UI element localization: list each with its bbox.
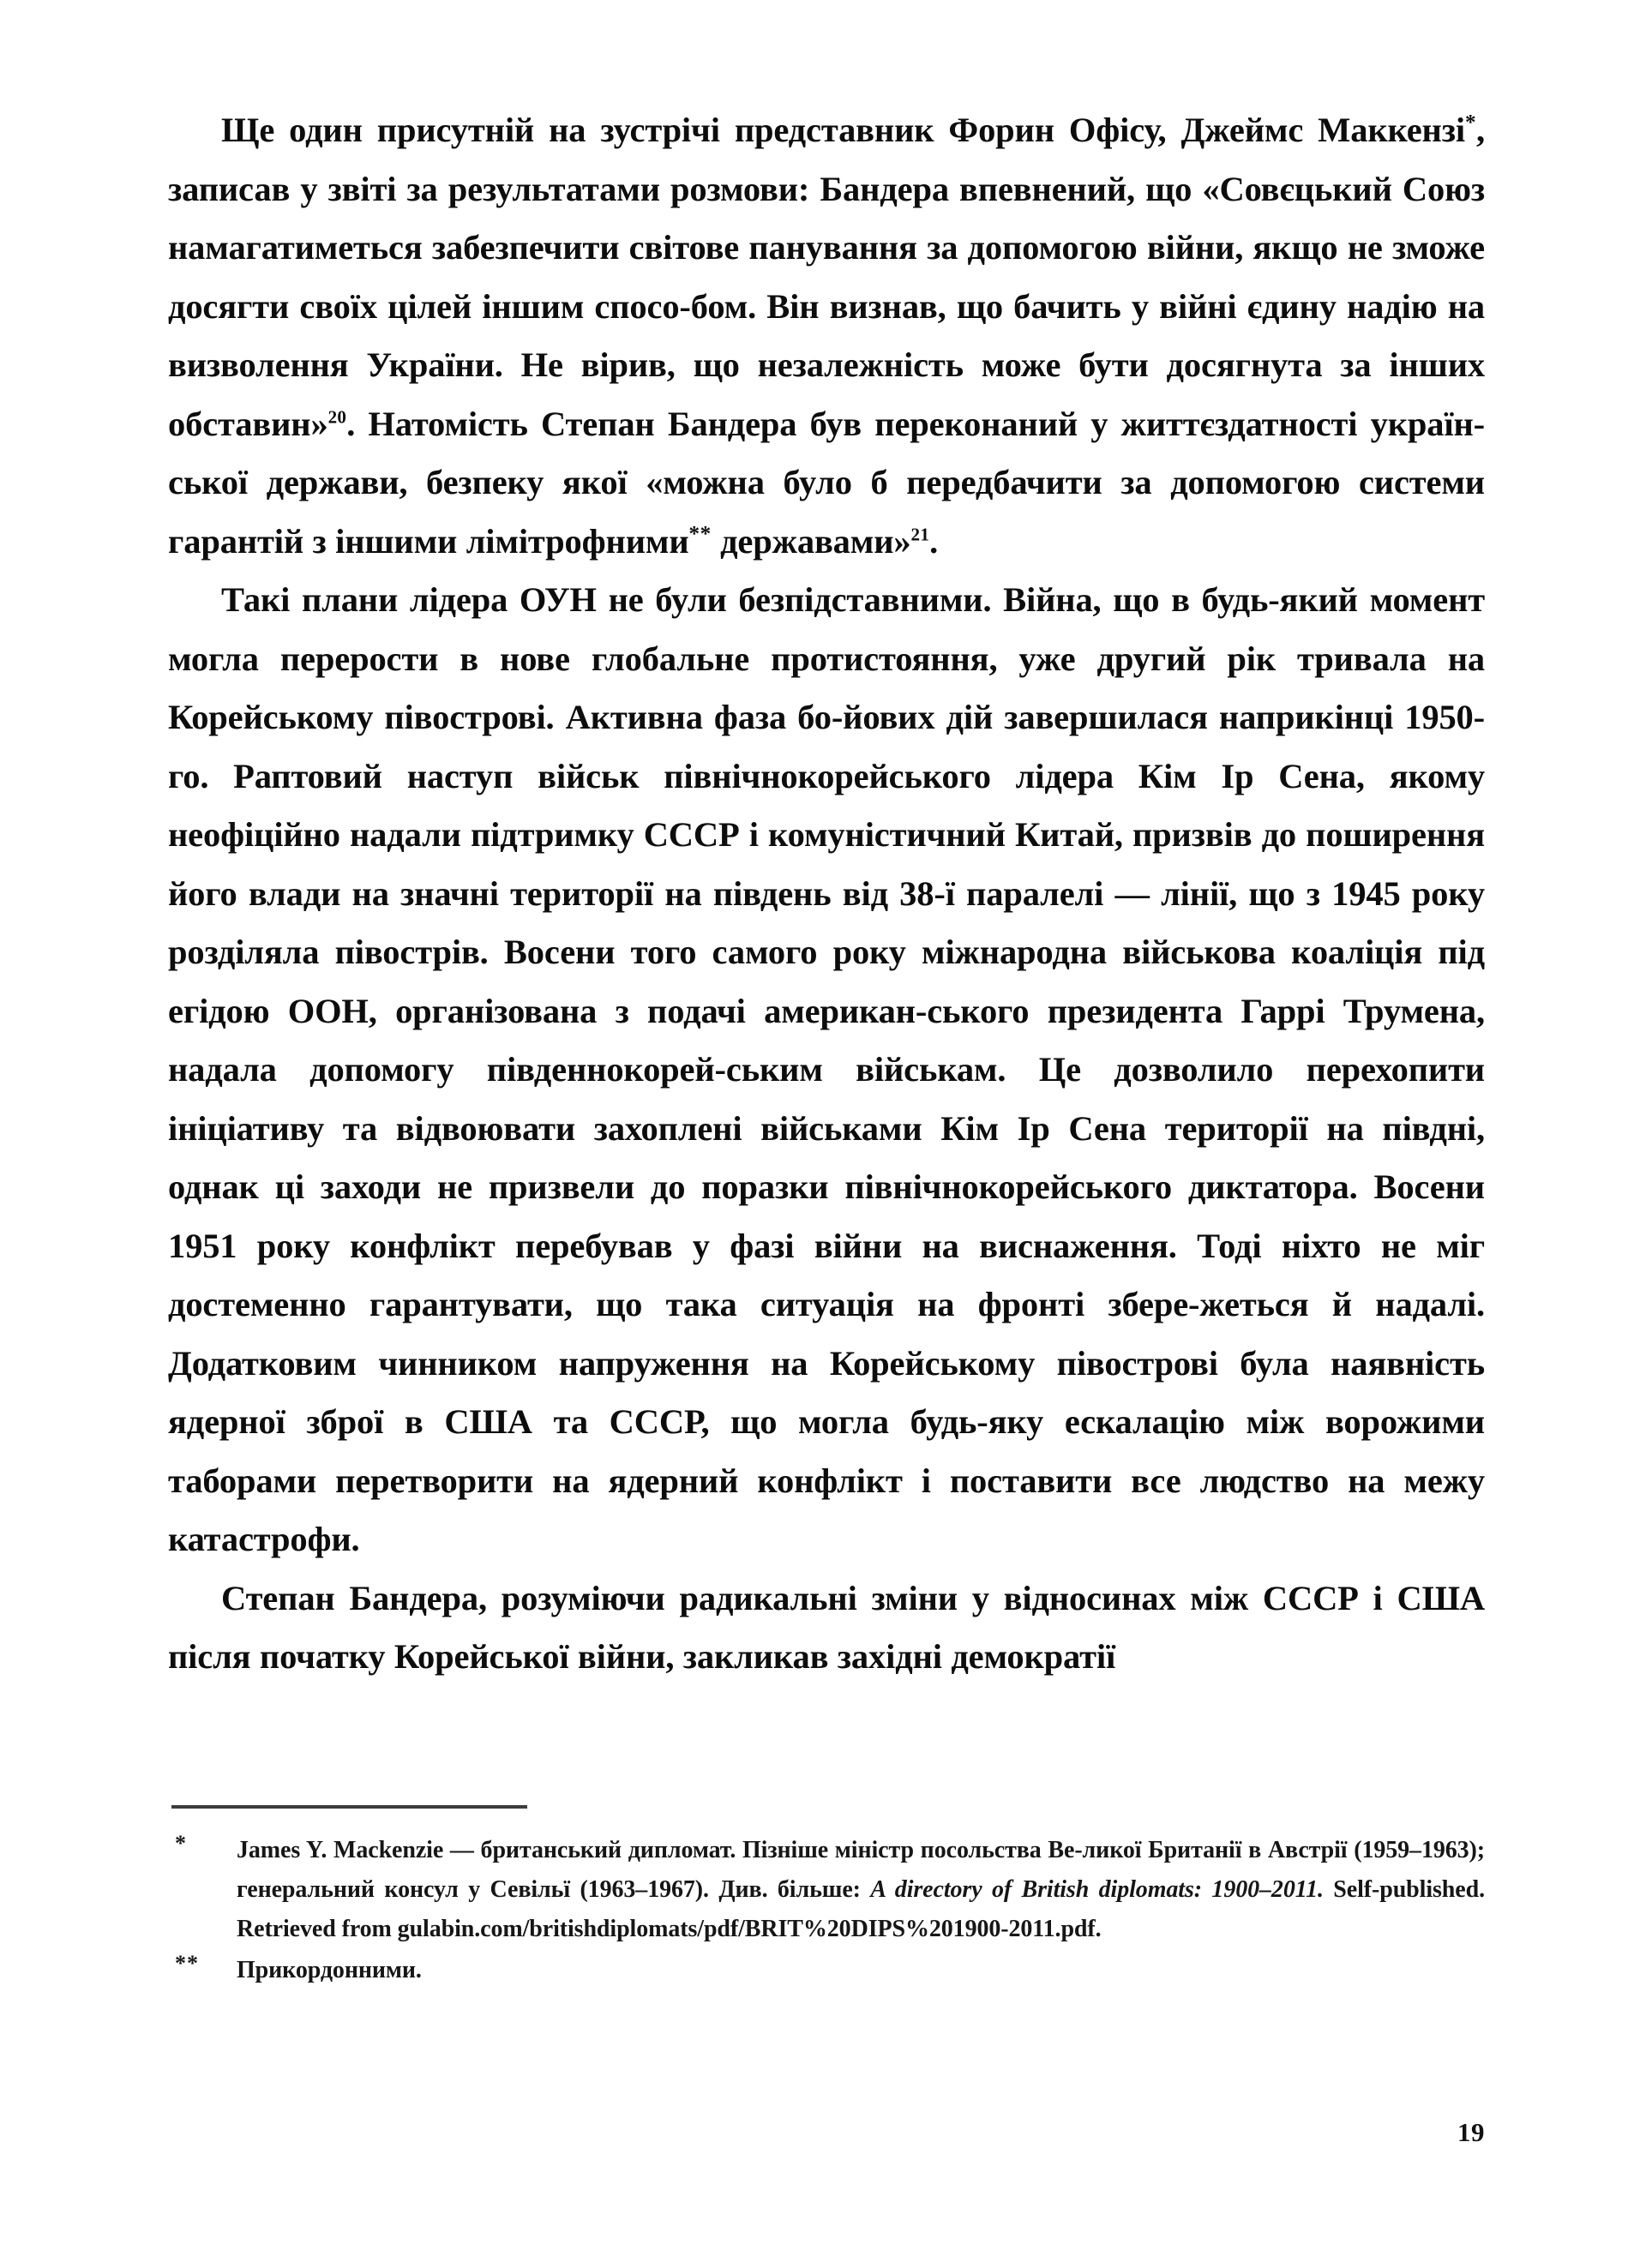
paragraph-1-text-part-1: Ще один присутній на зустрічі представник Форин Офісу, Джеймс Маккензі	[221, 111, 1465, 149]
footnote-1-title-italic: A directory of British diplomats: 1900–2011.	[870, 1876, 1324, 1903]
paragraph-1-text-part-2: , записав у звіті за результатами розмови: Бандера впевнений, що «Совєцький Союз намагатиметься забезпечити світове панування за допомогою війни, якщо не зможе досягти своїх цілей іншим спосо-бом. Він визнав, що бачить у війні єдину надію на визволення України. Не вірив, що незалежність може бути досягнута за інших обставин»	[168, 111, 1485, 443]
footnote-marker-asterisk-1[interactable]: *	[1464, 111, 1477, 135]
paragraph-1-text-part-5: .	[929, 521, 939, 561]
footnote-1-text-part-1: James Y. Mackenzie — британський дипломат. Пізніше міністр посольства Ве-ликої Британії в Австрії (1959–1963); генеральний консул у Севільї (1963–1967). Див. більше:	[237, 1837, 1485, 1903]
footnote-2-marker	[175, 1951, 221, 1990]
footnote-1-marker	[175, 1831, 221, 1870]
paragraph-3	[168, 1569, 1485, 1687]
footnote-1-text-part-2: Self-published. Retrieved from gulabin.com/britishdiplomats/pdf/BRIT%20DIPS%201900-2011.pdf.	[237, 1876, 1485, 1942]
footnote-reference-21[interactable]: 21	[910, 524, 930, 544]
footnote-separator-rule	[171, 1805, 527, 1809]
footnote-area	[168, 1805, 1485, 1992]
body-text-block	[168, 101, 1485, 1687]
paragraph-1-text-part-3: . Натомість Степан Бандера був переконаний у життєздатності україн-ської держави, безпеку якої «можна було б передбачити за допомогою системи гарантій з іншими лімітрофними	[168, 404, 1485, 561]
paragraph-2	[168, 571, 1485, 1569]
footnote-1-marker-glyph: *	[175, 1831, 187, 1856]
footnote-reference-20[interactable]: 20	[327, 406, 347, 427]
paragraph-1-text-part-4: державами»	[711, 521, 911, 561]
paragraph-1	[168, 101, 1485, 571]
footnote-marker-asterisk-2[interactable]: **	[688, 522, 712, 545]
footnote-2-marker-glyph: **	[175, 1951, 199, 1976]
footnote-2	[168, 1951, 1485, 1990]
paragraph-3-text: Степан Бандера, розуміючи радикальні зміни у відносинах між СССР і США після початку Корейської війни, закликав західні демократії	[168, 1578, 1485, 1676]
footnote-1	[168, 1831, 1485, 1949]
footnote-2-text: Прикордонними.	[237, 1957, 422, 1983]
paragraph-2-text: Такі плани лідера ОУН не були безпідставними. Війна, що в будь-який момент могла перерости в нове глобальне протистояння, уже другий рік тривала на Корейському півострові. Активна фаза бо-йових дій завершилася наприкінці 1950-го. Раптовий наступ військ північнокорейського лідера Кім Ір Сена, якому неофіційно надали підтримку СССР і комуністичний Китай, призвів до поширення його влади на значні території на південь від 38-ї паралелі — лінії, що з 1945 року розділяла півострів. Восени того самого року міжнародна військова коаліція під егідою ООН, організована з подачі американ-ського президента Гаррі Трумена, надала допомогу південнокорей-ським військам. Це дозволило перехопити ініціативу та відвоювати захоплені військами Кім Ір Сена території на півдні, однак ці заходи не призвели до поразки північнокорейського диктатора. Восени 1951 року конфлікт перебував у фазі війни на виснаження. Тоді ніхто не міг достеменно гарантувати, що така ситуація на фронті збере-жеться й надалі. Додатковим чинником напруження на Корейському півострові була наявність ядерної зброї в США та СССР, що могла будь-яку ескалацію між ворожими таборами перетворити на ядерний конфлікт і поставити все людство на межу катастрофи.	[168, 580, 1485, 1558]
page-number: 19	[1457, 2117, 1485, 2147]
